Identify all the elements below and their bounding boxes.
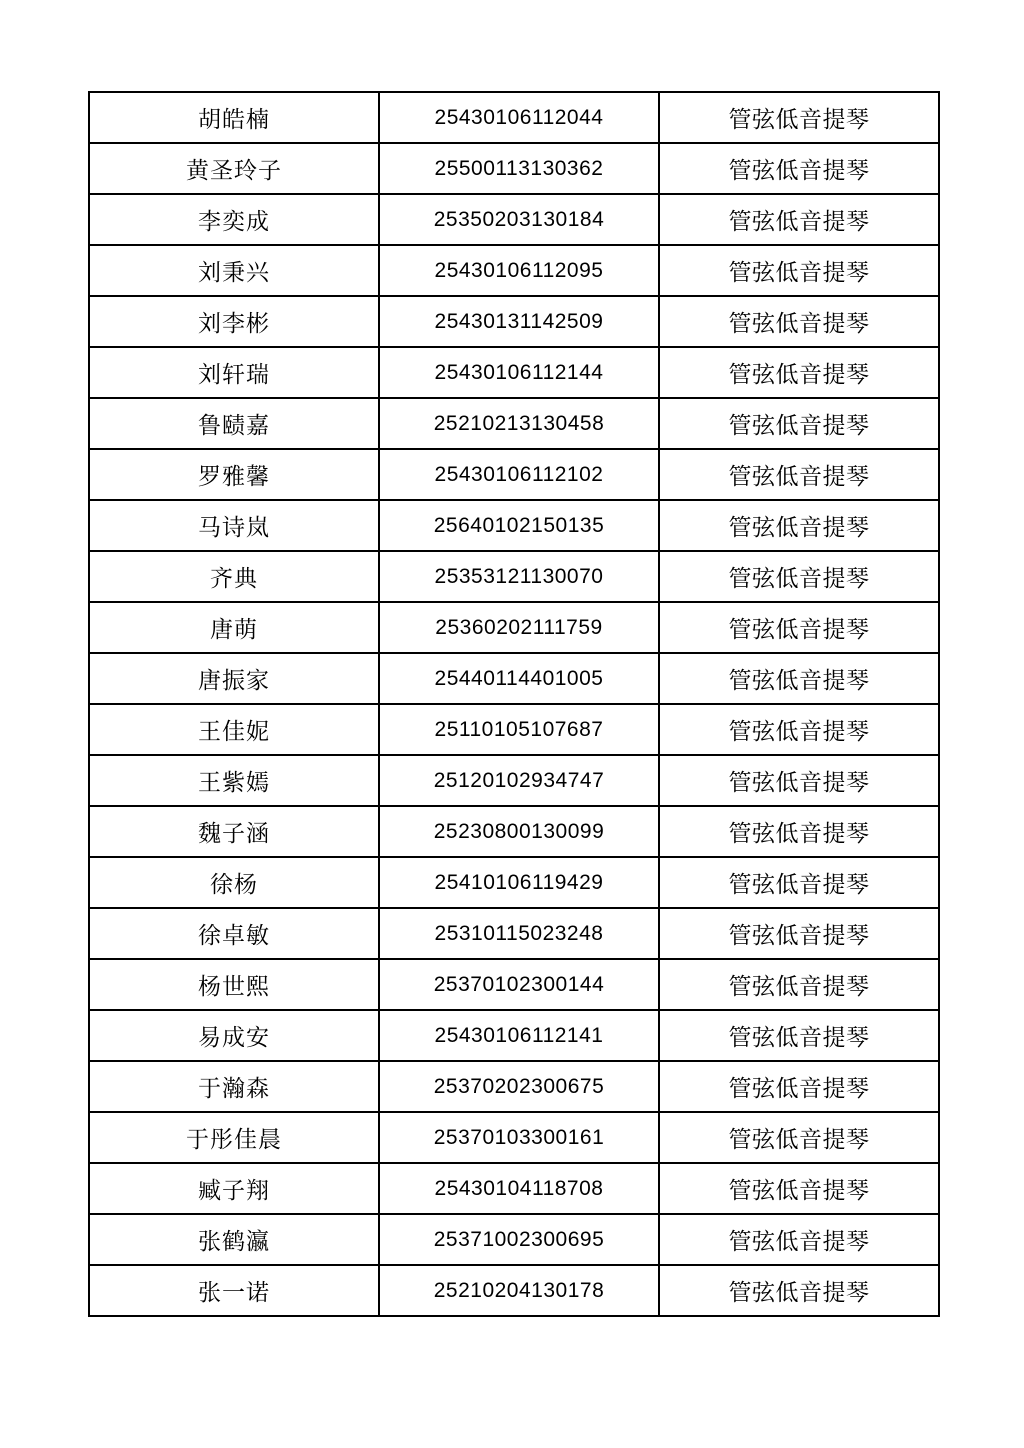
number-cell: 25430106112144 — [379, 347, 659, 398]
number-cell: 25110105107687 — [379, 704, 659, 755]
number-cell: 25370102300144 — [379, 959, 659, 1010]
number-cell: 25430106112141 — [379, 1010, 659, 1061]
category-cell: 管弦低音提琴 — [659, 1112, 939, 1163]
number-cell: 25430131142509 — [379, 296, 659, 347]
category-cell: 管弦低音提琴 — [659, 653, 939, 704]
number-cell: 25371002300695 — [379, 1214, 659, 1265]
number-cell: 25210213130458 — [379, 398, 659, 449]
name-cell: 于彤佳晨 — [89, 1112, 379, 1163]
category-cell: 管弦低音提琴 — [659, 806, 939, 857]
category-cell: 管弦低音提琴 — [659, 500, 939, 551]
number-cell: 25430106112102 — [379, 449, 659, 500]
name-cell: 王紫嫣 — [89, 755, 379, 806]
category-cell: 管弦低音提琴 — [659, 1163, 939, 1214]
table-row — [89, 755, 939, 806]
name-cell: 罗雅馨 — [89, 449, 379, 500]
category-cell: 管弦低音提琴 — [659, 704, 939, 755]
table-row — [89, 92, 939, 143]
category-cell: 管弦低音提琴 — [659, 908, 939, 959]
number-cell: 25500113130362 — [379, 143, 659, 194]
name-cell: 臧子翔 — [89, 1163, 379, 1214]
category-cell: 管弦低音提琴 — [659, 143, 939, 194]
number-cell: 25430106112095 — [379, 245, 659, 296]
name-cell: 张鹤瀛 — [89, 1214, 379, 1265]
number-cell: 25210204130178 — [379, 1265, 659, 1316]
roster-table — [88, 91, 940, 1317]
table-row — [89, 1163, 939, 1214]
table-row — [89, 1112, 939, 1163]
name-cell: 李奕成 — [89, 194, 379, 245]
number-cell: 25370103300161 — [379, 1112, 659, 1163]
number-cell: 25230800130099 — [379, 806, 659, 857]
name-cell: 鲁赜嘉 — [89, 398, 379, 449]
table-row — [89, 500, 939, 551]
category-cell: 管弦低音提琴 — [659, 755, 939, 806]
category-cell: 管弦低音提琴 — [659, 194, 939, 245]
name-cell: 张一诺 — [89, 1265, 379, 1316]
table-row — [89, 1214, 939, 1265]
table-row — [89, 347, 939, 398]
category-cell: 管弦低音提琴 — [659, 1214, 939, 1265]
table-row — [89, 398, 939, 449]
number-cell: 25640102150135 — [379, 500, 659, 551]
name-cell: 徐杨 — [89, 857, 379, 908]
name-cell: 齐典 — [89, 551, 379, 602]
name-cell: 黄圣玲子 — [89, 143, 379, 194]
number-cell: 25360202111759 — [379, 602, 659, 653]
name-cell: 王佳妮 — [89, 704, 379, 755]
table-row — [89, 245, 939, 296]
name-cell: 杨世熙 — [89, 959, 379, 1010]
number-cell: 25440114401005 — [379, 653, 659, 704]
name-cell: 马诗岚 — [89, 500, 379, 551]
number-cell: 25350203130184 — [379, 194, 659, 245]
name-cell: 易成安 — [89, 1010, 379, 1061]
name-cell: 徐卓敏 — [89, 908, 379, 959]
category-cell: 管弦低音提琴 — [659, 449, 939, 500]
table-row — [89, 806, 939, 857]
number-cell: 25430106112044 — [379, 92, 659, 143]
name-cell: 刘秉兴 — [89, 245, 379, 296]
category-cell: 管弦低音提琴 — [659, 857, 939, 908]
table-row — [89, 551, 939, 602]
table-row — [89, 143, 939, 194]
name-cell: 唐振家 — [89, 653, 379, 704]
table-row — [89, 1061, 939, 1112]
category-cell: 管弦低音提琴 — [659, 398, 939, 449]
category-cell: 管弦低音提琴 — [659, 602, 939, 653]
table-row — [89, 908, 939, 959]
category-cell: 管弦低音提琴 — [659, 1010, 939, 1061]
category-cell: 管弦低音提琴 — [659, 347, 939, 398]
roster-table-body — [89, 92, 939, 1316]
name-cell: 胡皓楠 — [89, 92, 379, 143]
category-cell: 管弦低音提琴 — [659, 959, 939, 1010]
name-cell: 唐萌 — [89, 602, 379, 653]
table-row — [89, 704, 939, 755]
name-cell: 魏子涵 — [89, 806, 379, 857]
name-cell: 刘李彬 — [89, 296, 379, 347]
category-cell: 管弦低音提琴 — [659, 296, 939, 347]
table-row — [89, 653, 939, 704]
table-row — [89, 857, 939, 908]
number-cell: 25353121130070 — [379, 551, 659, 602]
number-cell: 25410106119429 — [379, 857, 659, 908]
table-row — [89, 194, 939, 245]
table-row — [89, 449, 939, 500]
number-cell: 25370202300675 — [379, 1061, 659, 1112]
table-row — [89, 959, 939, 1010]
table-row — [89, 602, 939, 653]
number-cell: 25430104118708 — [379, 1163, 659, 1214]
category-cell: 管弦低音提琴 — [659, 1265, 939, 1316]
category-cell: 管弦低音提琴 — [659, 92, 939, 143]
table-row — [89, 1010, 939, 1061]
name-cell: 于瀚森 — [89, 1061, 379, 1112]
category-cell: 管弦低音提琴 — [659, 551, 939, 602]
category-cell: 管弦低音提琴 — [659, 245, 939, 296]
table-row — [89, 1265, 939, 1316]
number-cell: 25310115023248 — [379, 908, 659, 959]
name-cell: 刘轩瑞 — [89, 347, 379, 398]
category-cell: 管弦低音提琴 — [659, 1061, 939, 1112]
table-row — [89, 296, 939, 347]
number-cell: 25120102934747 — [379, 755, 659, 806]
